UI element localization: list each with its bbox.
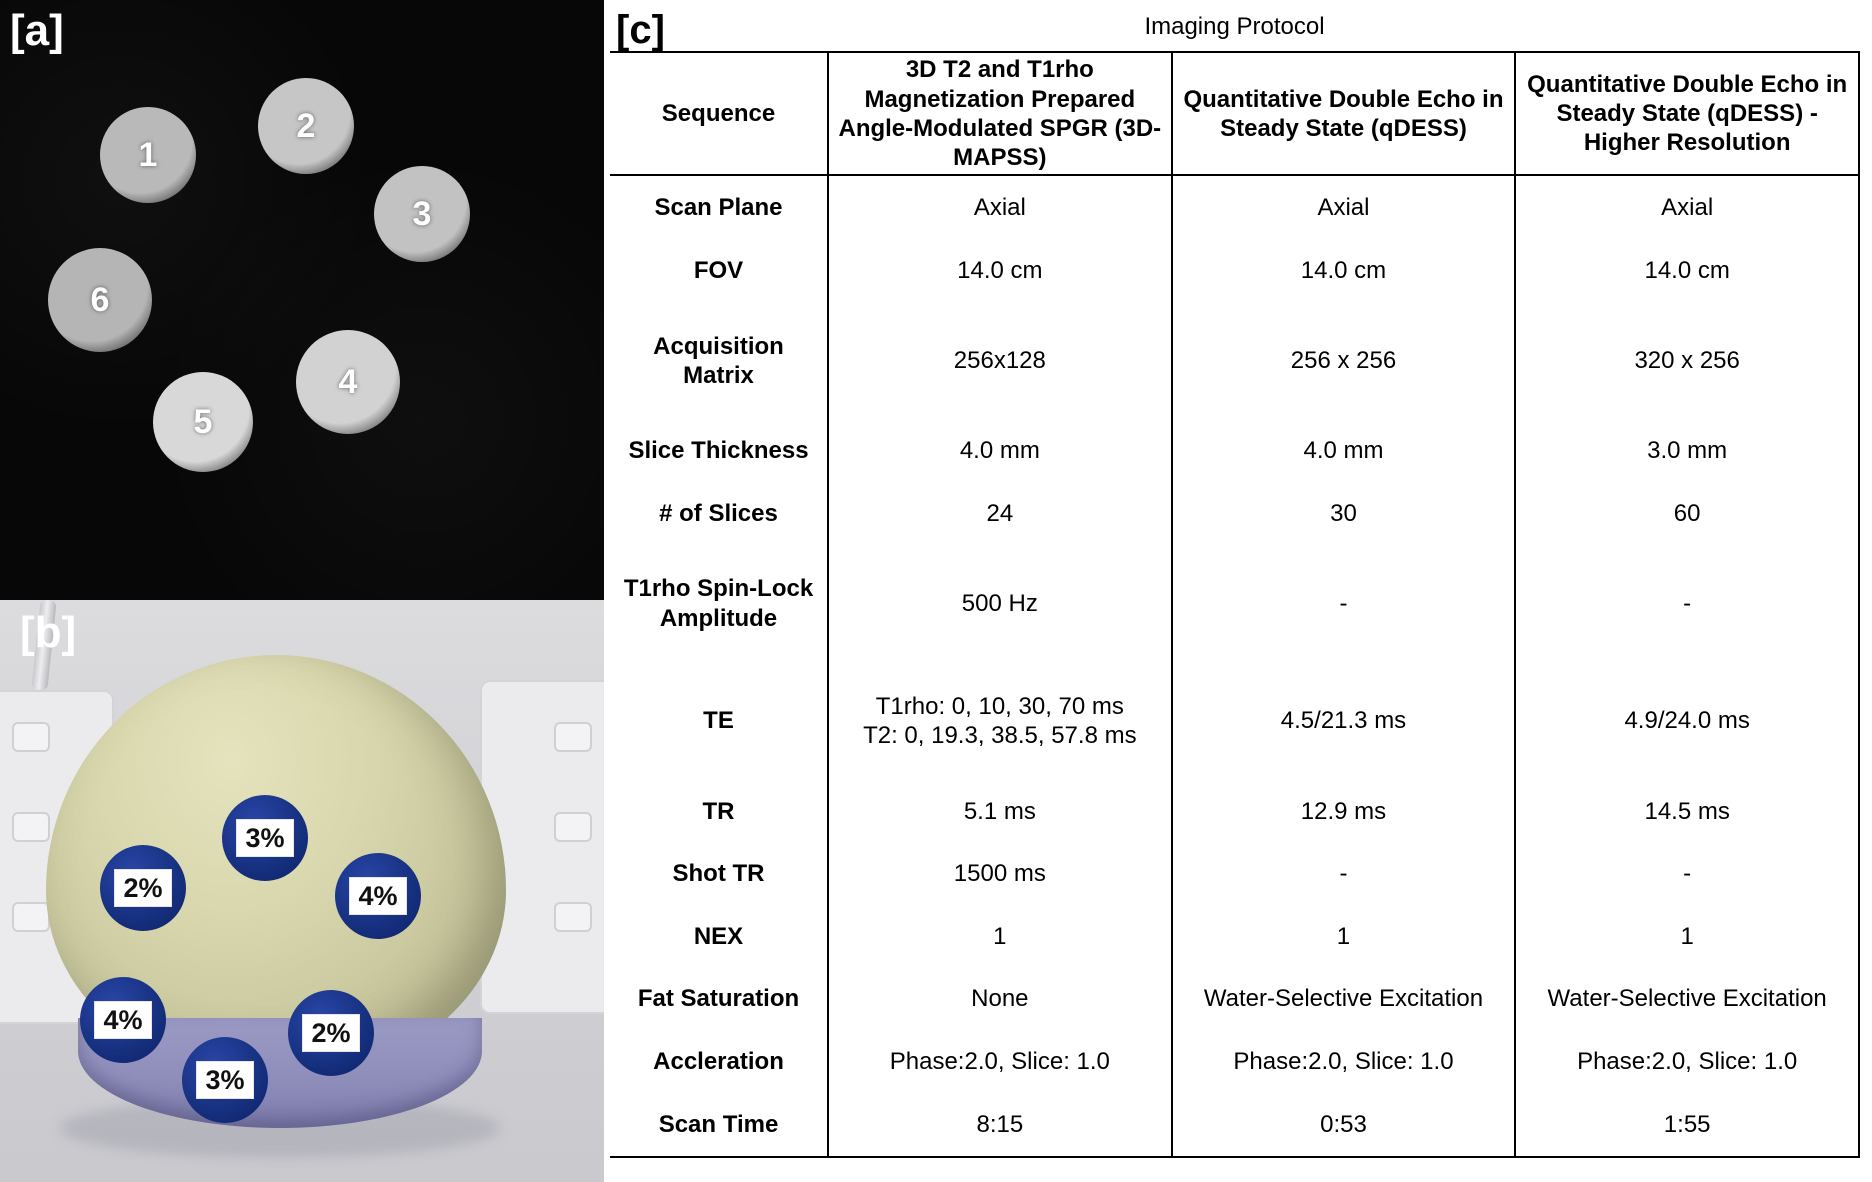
concentration-marker [335, 853, 421, 939]
table-column-header-2: Quantitative Double Echo in Steady State (qDESS) [1172, 52, 1516, 175]
table-row [610, 420, 1859, 483]
imaging-protocol-table [610, 6, 1860, 1158]
table-row [610, 905, 1859, 968]
concentration-label: 2% [302, 1014, 359, 1052]
vial-number-label: 5 [193, 402, 213, 441]
concentration-marker [182, 1037, 268, 1123]
left-image-column [0, 0, 604, 1182]
panel-b-photo [0, 600, 604, 1182]
table-cell: 1 [828, 905, 1172, 968]
vial-number-label: 3 [412, 194, 432, 233]
table-cell: Axial [1515, 175, 1859, 239]
concentration-marker [100, 845, 186, 931]
vial-5 [153, 372, 253, 472]
table-cell: 4.9/24.0 ms [1515, 662, 1859, 780]
vial-number-label: 2 [296, 106, 316, 145]
table-row-header: Fat Saturation [610, 967, 828, 1030]
table-cell: 14.0 cm [1515, 240, 1859, 303]
concentration-label: 4% [94, 1001, 151, 1039]
table-cell-line: T2: 0, 19.3, 38.5, 57.8 ms [863, 722, 1137, 750]
vial-6 [48, 248, 152, 352]
table-cell: - [1515, 842, 1859, 905]
coil-bump-icon [12, 902, 50, 932]
table-cell: 12.9 ms [1172, 780, 1516, 843]
table-row [610, 175, 1859, 239]
panel-a-label: [a] [10, 6, 64, 55]
right-table-column [604, 0, 1872, 1182]
vial-number-label: 4 [338, 362, 358, 401]
panel-c-label: [c] [616, 8, 665, 52]
coil-bump-icon [12, 722, 50, 752]
table-cell: 5.1 ms [828, 780, 1172, 843]
concentration-label: 4% [349, 877, 406, 915]
table-cell: 4.0 mm [828, 420, 1172, 483]
table-cell: 256 x 256 [1172, 302, 1516, 420]
vial-4 [296, 330, 400, 434]
table-column-header-1: 3D T2 and T1rho Magnetization Prepared Angle-Modulated SPGR (3D-MAPSS) [828, 52, 1172, 175]
vial-2 [258, 78, 354, 174]
table-cell: 3.0 mm [1515, 420, 1859, 483]
table-cell: 8:15 [828, 1092, 1172, 1157]
table-row-header: Acquisition Matrix [610, 302, 828, 420]
table-cell: Water-Selective Excitation [1515, 967, 1859, 1030]
table-cell: Phase:2.0, Slice: 1.0 [1172, 1030, 1516, 1093]
table-cell [828, 662, 1172, 780]
table-cell: 1:55 [1515, 1092, 1859, 1157]
table-cell: Phase:2.0, Slice: 1.0 [1515, 1030, 1859, 1093]
table-row [610, 780, 1859, 843]
table-cell: None [828, 967, 1172, 1030]
table-cell: - [1515, 545, 1859, 663]
table-cell: 4.0 mm [1172, 420, 1516, 483]
table-cell: Water-Selective Excitation [1172, 967, 1516, 1030]
table-cell: 4.5/21.3 ms [1172, 662, 1516, 780]
concentration-label: 3% [236, 819, 293, 857]
table-cell: 1 [1515, 905, 1859, 968]
table-cell: 24 [828, 482, 1172, 545]
table-row-header: Scan Time [610, 1092, 828, 1157]
table-cell: 14.0 cm [1172, 240, 1516, 303]
table-cell: 320 x 256 [1515, 302, 1859, 420]
table-cell: - [1172, 842, 1516, 905]
vial-1 [100, 107, 196, 203]
table-row [610, 302, 1859, 420]
table-cell: 14.0 cm [828, 240, 1172, 303]
table-row [610, 967, 1859, 1030]
table-row-header: Scan Plane [610, 175, 828, 239]
coil-bump-icon [554, 812, 592, 842]
table-row [610, 662, 1859, 780]
vial-number-label: 6 [90, 280, 110, 319]
table-row [610, 545, 1859, 663]
table-row-header: TE [610, 662, 828, 780]
panel-a-mri-image [0, 0, 604, 600]
table-cell: 256x128 [828, 302, 1172, 420]
table-row-header: TR [610, 780, 828, 843]
table-row-header: # of Slices [610, 482, 828, 545]
table-title: Imaging Protocol [610, 6, 1859, 52]
panel-b-label: [b] [20, 608, 77, 657]
table-row-header: Accleration [610, 1030, 828, 1093]
table-row [610, 1030, 1859, 1093]
concentration-label: 3% [196, 1061, 253, 1099]
table-header [610, 6, 1859, 175]
table-cell: - [1172, 545, 1516, 663]
table-row [610, 842, 1859, 905]
table-row [610, 1092, 1859, 1157]
vial-3 [374, 166, 470, 262]
table-title-row [610, 6, 1859, 52]
coil-bump-icon [554, 902, 592, 932]
table-row-header: FOV [610, 240, 828, 303]
concentration-marker [80, 977, 166, 1063]
table-cell: Axial [828, 175, 1172, 239]
table-cell: 14.5 ms [1515, 780, 1859, 843]
coil-bump-icon [554, 722, 592, 752]
table-cell: 1500 ms [828, 842, 1172, 905]
protocol-table-wrapper [610, 6, 1860, 1158]
table-row [610, 240, 1859, 303]
table-corner-header: Sequence [610, 52, 828, 175]
table-cell: 60 [1515, 482, 1859, 545]
table-cell: 0:53 [1172, 1092, 1516, 1157]
table-body [610, 175, 1859, 1157]
table-column-header-3: Quantitative Double Echo in Steady State (qDESS) - Higher Resolution [1515, 52, 1859, 175]
table-cell: Axial [1172, 175, 1516, 239]
concentration-marker [222, 795, 308, 881]
vial-number-label: 1 [138, 135, 158, 174]
table-cell: 30 [1172, 482, 1516, 545]
coil-bump-icon [12, 812, 50, 842]
concentration-marker [288, 990, 374, 1076]
table-row-header: NEX [610, 905, 828, 968]
table-cell-line: T1rho: 0, 10, 30, 70 ms [875, 692, 1124, 720]
table-row [610, 482, 1859, 545]
concentration-label: 2% [114, 869, 171, 907]
table-row-header: Slice Thickness [610, 420, 828, 483]
table-cell: 500 Hz [828, 545, 1172, 663]
table-row-header: T1rho Spin-Lock Amplitude [610, 545, 828, 663]
table-row-header: Shot TR [610, 842, 828, 905]
table-cell: 1 [1172, 905, 1516, 968]
table-column-header-row [610, 52, 1859, 175]
table-cell: Phase:2.0, Slice: 1.0 [828, 1030, 1172, 1093]
